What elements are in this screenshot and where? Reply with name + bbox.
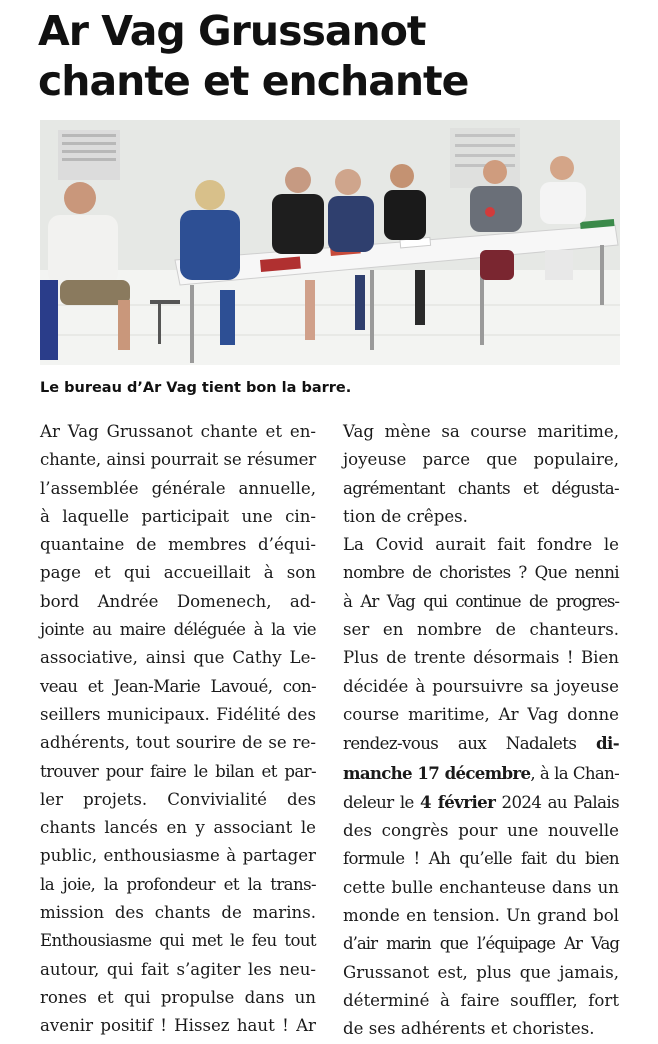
text-line: Plus de trente désormais ! Bien [343,648,619,668]
text-line: associative, ainsi que Cathy Le- [40,648,316,668]
text-line: avenir positif ! Hissez haut ! Ar [40,1016,316,1036]
text-line: tion de crêpes. [343,506,468,526]
text-line: quantaine de membres d’équi- [40,535,316,555]
text-line: seillers municipaux. Fidélité des [40,704,316,724]
text-line: Vag mène sa course maritime, [343,422,619,441]
article-photo [40,120,620,365]
text-line: déterminé à faire souffler, fort [343,990,619,1010]
text-line: de ses adhérents et choristes. [343,1019,595,1039]
text-line: mission des chants de marins. [40,903,316,923]
text-line: à laquelle participait une cin- [40,506,316,526]
text-line: Ar Vag Grussanot chante et en- [40,422,316,441]
text-line: Grussanot est, plus que jamais, [343,962,619,982]
text-line: d’air marin que l’équipage Ar Vag [343,934,619,954]
text-line: rones et qui propulse dans un [40,987,316,1007]
text-line: Enthousiasme qui met le feu tout [40,931,316,951]
text-line: nombre de choristes ? Que nenni [343,563,619,583]
text-run: 2024 au Palais [495,792,619,812]
bold-date: manche 17 décembre [343,762,531,783]
paragraph [40,418,316,1041]
text-line: décidée à poursuivre sa joyeuse [343,676,619,696]
text-line: cette bulle enchanteuse dans un [343,877,619,897]
text-line: agrémentant chants et dégusta- [343,478,619,498]
article-column-left [40,418,316,1041]
text-line: La Covid aurait fait fondre le [343,535,619,555]
paragraph [343,531,619,1043]
text-line: veau et Jean-Marie Lavoué, con- [40,676,316,696]
text-line: l’assemblée générale annuelle, [40,478,316,498]
text-line: chante, ainsi pourrait se résumer [40,450,316,470]
bold-date: 4 février [420,791,496,812]
text-line [343,729,619,758]
text-line: joyeuse parce que populaire, [343,450,619,470]
text-line: ser en nombre de chanteurs. [343,620,619,640]
text-line: public, enthousiasme à partager [40,846,316,866]
text-line: adhérents, tout sourire de se re- [40,733,316,753]
text-line: ler projets. Convivialité des [40,789,316,809]
text-run: deleur le [343,792,421,812]
headline-line: chante et enchante [38,57,469,105]
text-line: bord Andrée Domenech, ad- [40,591,316,611]
text-line: course maritime, Ar Vag donne [343,704,619,724]
text-line: monde en tension. Un grand bol [343,906,619,926]
text-line: chants lancés en y associant le [40,818,316,838]
paragraph [343,418,619,531]
text-line [343,788,619,817]
article-headline [38,6,638,106]
photo-caption: Le bureau d’Ar Vag tient bon la barre. [40,380,352,396]
photo-illustration [40,120,620,365]
text-line: trouver pour faire le bilan et par- [40,761,316,781]
text-run: , à la Chan- [530,763,619,783]
text-line: autour, qui fait s’agiter les neu- [40,959,316,979]
text-line: jointe au maire déléguée à la vie [40,620,316,640]
headline-line: Ar Vag Grussanot [38,7,426,55]
text-line: des congrès pour une nouvelle [343,821,619,841]
text-line: page et qui accueillait à son [40,563,316,583]
text-run: rendez-vous aux Nadalets [343,734,596,754]
text-line [343,759,619,788]
text-line: à Ar Vag qui continue de progres- [343,591,619,611]
bold-date: di- [596,733,619,754]
text-line: la joie, la profondeur et la trans- [40,874,316,894]
text-line: formule ! Ah qu’elle fait du bien [343,849,619,869]
article-column-right [343,418,619,1044]
